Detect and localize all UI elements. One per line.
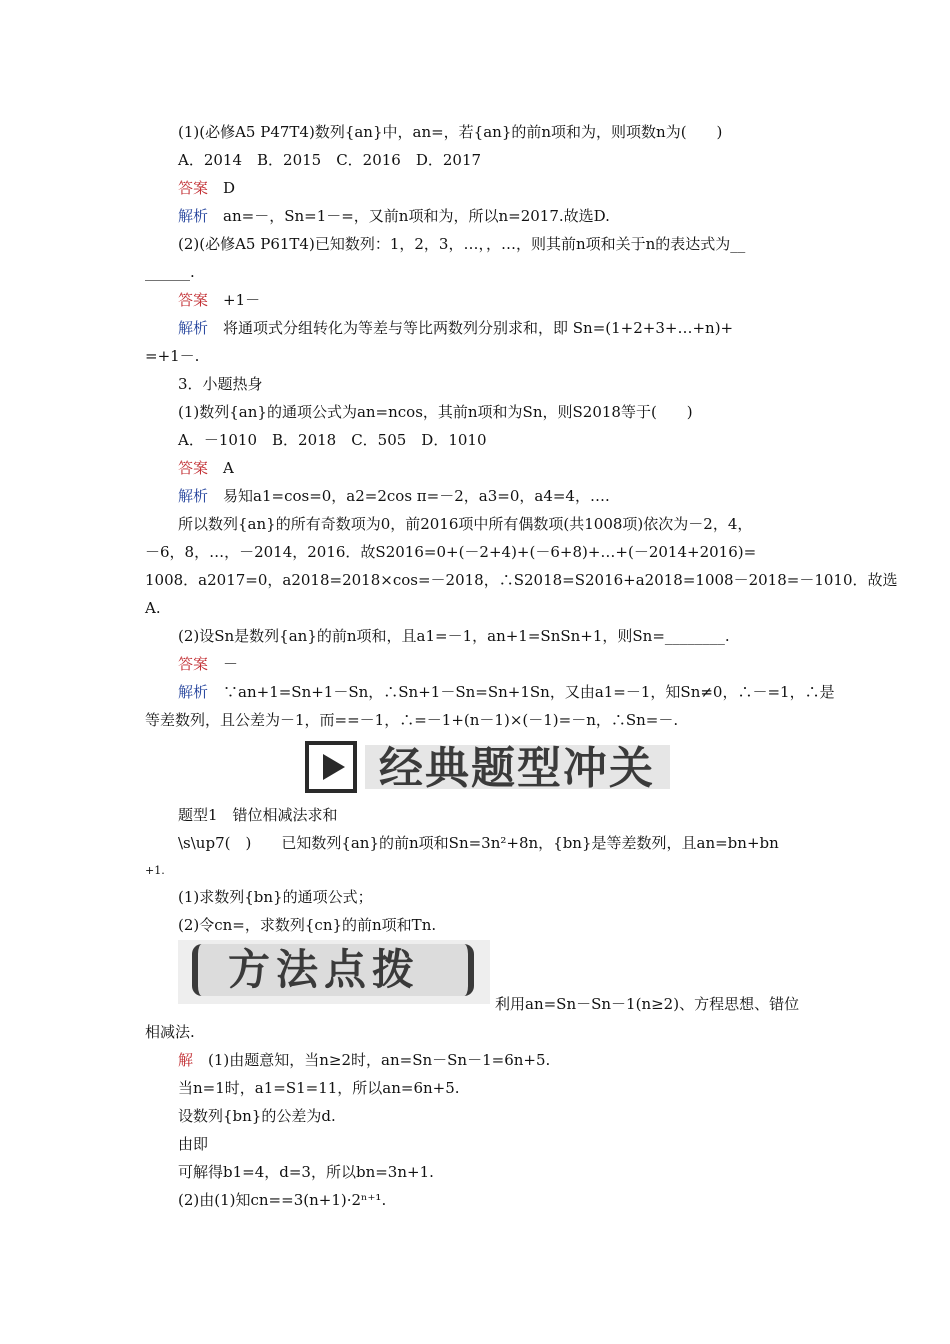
analysis-text: an=－，Sn=1－=，又前n项和为，所以n=2017.故选D. bbox=[208, 207, 610, 225]
banner-title: 经典题型冲关 bbox=[379, 743, 655, 794]
text-line: (2)由(1)知cn==3(n+1)·2ⁿ⁺¹. bbox=[178, 1191, 387, 1209]
analysis-text: ∵an+1=Sn+1－Sn，∴Sn+1－Sn=Sn+1Sn，又由a1=－1，知Sn≠0，∴－=1，∴是 bbox=[208, 683, 835, 701]
answer-line bbox=[178, 457, 234, 479]
text-line: 等差数列，且公差为－1，而==－1，∴=－1+(n－1)×(－1)=－n，∴Sn=－. bbox=[145, 711, 679, 729]
text-line: A. bbox=[145, 599, 161, 617]
analysis-line bbox=[178, 205, 610, 227]
text-line: +1. bbox=[145, 864, 165, 877]
text-line: (2)设Sn是数列{an}的前n项和，且a1=－1，an+1=SnSn+1，则Sn=________. bbox=[178, 627, 730, 645]
answer-text: D bbox=[208, 179, 236, 197]
text-line: 当n=1时，a1=S1=11，所以an=6n+5. bbox=[178, 1079, 460, 1097]
answer-label: 答案 bbox=[178, 459, 209, 477]
analysis-text: 将通项式分组转化为等差与等比两数列分别求和，即 Sn=(1+2+3+…+n)+ bbox=[208, 319, 734, 337]
analysis-label: 解析 bbox=[178, 683, 209, 701]
answer-label: 答案 bbox=[178, 179, 209, 197]
text-line: (1)(必修A5 P47T4)数列{an}中，an=，若{an}的前n项和为，则项数n为( ) bbox=[178, 123, 723, 141]
analysis-label: 解析 bbox=[178, 319, 209, 337]
method-banner bbox=[178, 940, 490, 1004]
play-icon bbox=[305, 741, 357, 793]
answer-label: 答案 bbox=[178, 291, 209, 309]
method-title: 方法点拨 bbox=[228, 945, 421, 994]
section-heading: 3．小题热身 bbox=[178, 375, 263, 393]
text-line: A．2014 B．2015 C．2016 D．2017 bbox=[178, 151, 482, 169]
analysis-line bbox=[178, 485, 610, 507]
text-line: 相减法. bbox=[145, 1023, 195, 1041]
topic-heading: 题型1 错位相减法求和 bbox=[178, 806, 338, 824]
analysis-label: 解析 bbox=[178, 207, 209, 225]
text-line: 1008．a2017=0，a2018=2018×cos=－2018，∴S2018=S2016+a2018=1008－2018=－1010．故选 bbox=[145, 571, 898, 589]
text-line: 设数列{bn}的公差为d. bbox=[178, 1107, 336, 1125]
analysis-line bbox=[178, 317, 733, 339]
analysis-line bbox=[178, 681, 835, 703]
analysis-text: 易知a1=cos=0，a2=2cos π=－2，a3=0，a4=4，…. bbox=[208, 487, 610, 505]
answer-line bbox=[178, 653, 238, 675]
answer-text: － bbox=[208, 655, 239, 673]
text-line: (2)(必修A5 P61T4)已知数列：1，2，3，…，，…，则其前n项和关于n的表达式为__ bbox=[178, 235, 746, 253]
answer-label: 答案 bbox=[178, 655, 209, 673]
method-frame bbox=[192, 944, 474, 996]
text-line: 所以数列{an}的所有奇数项为0，前2016项中所有偶数项(共1008项)依次为－2，4， bbox=[178, 515, 753, 533]
text-line: (1)数列{an}的通项公式为an=ncos，其前n项和为Sn，则S2018等于( ) bbox=[178, 403, 693, 421]
answer-line bbox=[178, 177, 235, 199]
text-line: 可解得b1=4，d=3，所以bn=3n+1. bbox=[178, 1163, 434, 1181]
answer-text: A bbox=[208, 459, 234, 477]
text-line: (2)令cn=，求数列{cn}的前n项和Tn. bbox=[178, 916, 437, 934]
text-line: 利用an=Sn－Sn－1(n≥2)、方程思想、错位 bbox=[495, 995, 800, 1013]
text-line: －6，8，…，－2014，2016．故S2016=0+(－2+4)+(－6+8)+…+(－2014+2016)= bbox=[145, 543, 757, 561]
text-line: A．－1010 B．2018 C．505 D．1010 bbox=[178, 431, 487, 449]
analysis-label: 解析 bbox=[178, 487, 209, 505]
text-line: 由即 bbox=[178, 1135, 209, 1153]
section-banner bbox=[305, 737, 677, 803]
text-line: ______. bbox=[145, 263, 195, 281]
solution-label: 解 bbox=[178, 1051, 194, 1069]
text-line: =+1－. bbox=[145, 347, 200, 365]
text-line: (1)求数列{bn}的通项公式； bbox=[178, 888, 373, 906]
answer-line bbox=[178, 289, 260, 311]
solution-line bbox=[178, 1049, 550, 1071]
answer-text: +1－ bbox=[208, 291, 261, 309]
solution-text: (1)由题意知，当n≥2时，an=Sn－Sn－1=6n+5. bbox=[193, 1051, 551, 1069]
text-line: \s\up7( ) 已知数列{an}的前n项和Sn=3n²+8n，{bn}是等差数列，且an=bn+bn bbox=[178, 834, 779, 852]
